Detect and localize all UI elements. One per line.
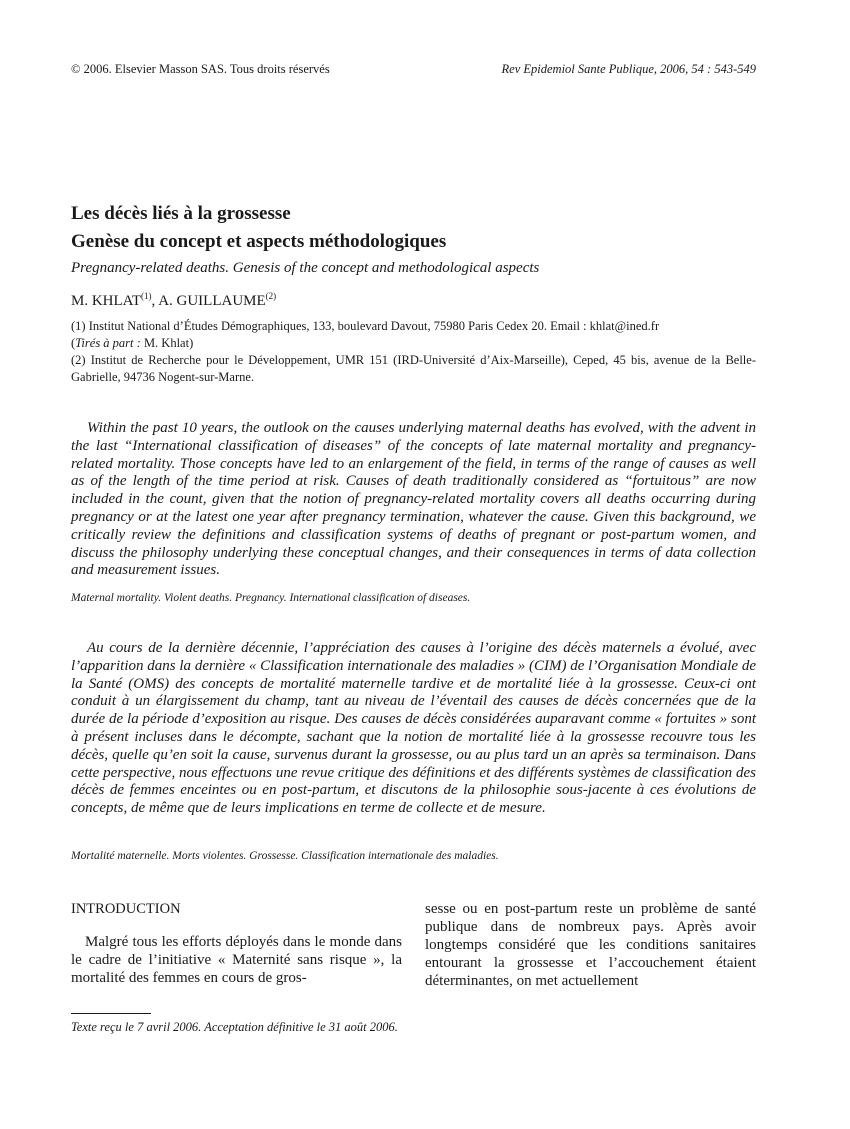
body-column-left <box>71 900 402 987</box>
english-title: Pregnancy-related deaths. Genesis of the concept and methodological aspects <box>71 260 540 276</box>
affiliations <box>71 318 756 386</box>
intro-paragraph-continued: sesse ou en post-partum reste un problème de santé publique dans de nombreux pays. Après avoir longtemps considéré que les conditions sanitaires entourant la grossesse et l’accouchement étaient déterminantes, on met actuellement <box>425 901 756 989</box>
author-1-affil-marker: (1) <box>141 291 152 301</box>
title-block <box>71 200 756 278</box>
footnote-rule <box>71 1013 151 1014</box>
author-line <box>71 291 756 310</box>
article-title-line-2: Genèse du concept et aspects méthodologiques <box>71 231 447 252</box>
affiliation-2: (2) Institut de Recherche pour le Développement, UMR 151 (IRD-Université d’Aix-Marseille), Ceped, 45 bis, avenue de la Belle-Gabrielle, 94736 Nogent-sur-Marne. <box>71 353 756 384</box>
running-header <box>71 62 756 77</box>
affiliation-1: (1) Institut National d’Études Démographiques, 133, boulevard Davout, 75980 Paris Cedex 20. Email : khlat@ined.fr <box>71 319 660 333</box>
author-2-affil-marker: (2) <box>265 291 277 301</box>
author-1: M. KHLAT <box>71 293 141 309</box>
intro-paragraph-start: Malgré tous les efforts déployés dans le monde dans le cadre de l’initiative « Maternité sans risque », la mortalité des femmes en cours de gros- <box>71 934 402 986</box>
author-separator: , <box>151 293 159 309</box>
reprints-label: Tirés à part : <box>75 336 141 350</box>
keywords-english: Maternal mortality. Violent deaths. Pregnancy. International classification of diseases. <box>71 592 471 604</box>
section-heading-introduction: INTRODUCTION <box>71 901 181 917</box>
abstract-french: Au cours de la dernière décennie, l’appréciation des causes à l’origine des décès maternels a évolué, avec l’apparition dans la dernière « Classification internationale des maladies » (CIM) de l’Organisation Mondiale de la Santé (OMS) des concepts de mortalité maternelle tardive et de mortalité liée à la grossesse. Ceux-ci ont conduit à un élargissement du champ, tant au niveau de l’éventail des causes de décès concernées que de la durée de la période d’exposition au risque. Des causes de décès considérées auparavant comme « fortuites » sont à présent incluses dans le décompte, sachant que la notion de mortalité liée à la grossesse recouvre tous les décès, quelle qu’en soit la cause, survenus durant la grossesse, ou au plus tard un an après sa terminaison. Dans cette perspective, nous effectuons une revue critique des définitions et des différents systèmes de classification des décès de femmes enceintes ou en post-partum, et discutons de la philosophie sous-jacente à ces évolutions de concepts, de même que de leurs implications en terme de collecte et de mesure. <box>71 640 756 817</box>
reprints-line: (Tirés à part : M. Khlat) <box>71 336 194 350</box>
article-title-line-1: Les décès liés à la grossesse <box>71 203 291 224</box>
keywords-french: Mortalité maternelle. Morts violentes. Grossesse. Classification internationale des maladies. <box>71 850 499 862</box>
article-page <box>71 0 756 1129</box>
abstract-english: Within the past 10 years, the outlook on the causes underlying maternal deaths has evolved, with the advent in the last “International classification of diseases” of the concepts of late maternal mortality and pregnancy-related mortality. Those concepts have led to an enlargement of the field, in terms of the range of causes as well as of the length of the time period at risk. Causes of death traditionally considered as “fortuitous” are now included in the count, given that the notion of pregnancy-related mortality covers all deaths occurring during pregnancy or at the latest one year after pregnancy termination, whatever the cause. Given this background, we critically review the definitions and classification systems of deaths of pregnant or post-partum women, and discuss the philosophy underlying these conceptual changes, and their consequences in terms of data collection and measurement issues. <box>71 420 756 579</box>
received-date-footnote: Texte reçu le 7 avril 2006. Acceptation définitive le 31 août 2006. <box>71 1020 398 1034</box>
journal-citation: Rev Epidemiol Sante Publique, 2006, 54 : 543-549 <box>501 62 756 76</box>
body-column-right <box>425 900 756 990</box>
reprints-name: M. Khlat <box>140 336 190 350</box>
author-2: A. GUILLAUME <box>158 293 266 309</box>
copyright-notice: © 2006. Elsevier Masson SAS. Tous droits réservés <box>71 62 330 76</box>
